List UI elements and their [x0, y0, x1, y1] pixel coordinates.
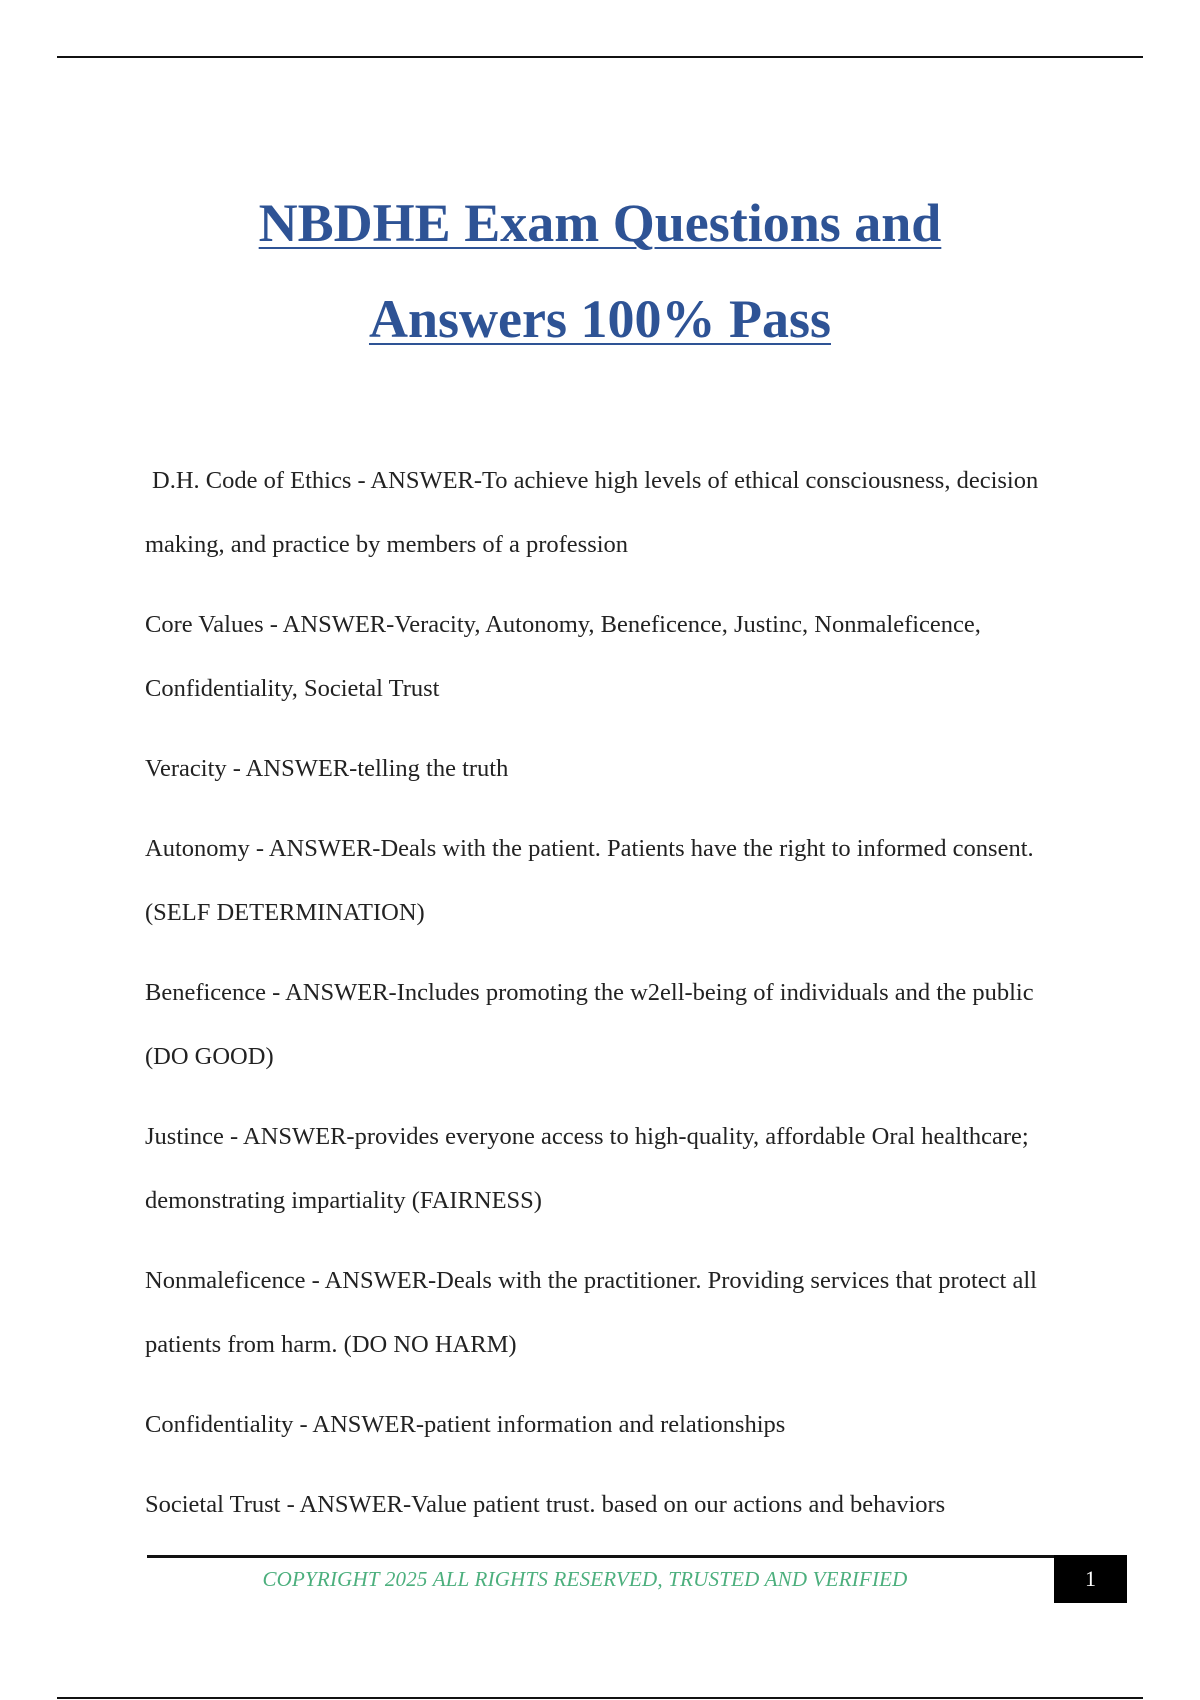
qa-entry-nonmaleficence: Nonmaleficence - ANSWER-Deals with the practitioner. Providing services that protect all patients from harm. (DO NO HARM)	[145, 1267, 1037, 1358]
document-title	[0, 175, 1200, 367]
qa-entry-confidentiality: Confidentiality - ANSWER-patient information and relationships	[145, 1411, 786, 1438]
footer-rule	[147, 1555, 1127, 1558]
bottom-rule	[57, 1697, 1143, 1699]
page-number: 1	[1054, 1555, 1127, 1603]
qa-entry-beneficence: Beneficence - ANSWER-Includes promoting the w2ell-being of individuals and the public (DO GOOD)	[145, 979, 1034, 1070]
footer-copyright: COPYRIGHT 2025 ALL RIGHTS RESERVED, TRUSTED AND VERIFIED	[262, 1567, 908, 1591]
qa-entry-core-values: Core Values - ANSWER-Veracity, Autonomy, Beneficence, Justinc, Nonmaleficence, Confidentiality, Societal Trust	[145, 611, 981, 702]
qa-entry-justince: Justince - ANSWER-provides everyone access to high-quality, affordable Oral healthcare; demonstrating impartiality (FAIRNESS)	[145, 1123, 1029, 1214]
title-line-2: Answers 100% Pass	[368, 289, 831, 349]
qa-entry-veracity: Veracity - ANSWER-telling the truth	[145, 755, 509, 782]
qa-entry-societal-trust: Societal Trust - ANSWER-Value patient trust. based on our actions and behaviors	[145, 1491, 946, 1518]
top-rule	[57, 56, 1143, 58]
qa-entry-code-of-ethics: D.H. Code of Ethics - ANSWER-To achieve high levels of ethical consciousness, decision making, and practice by members of a profession	[145, 467, 1039, 558]
qa-list	[145, 449, 1065, 1553]
title-line-1: NBDHE Exam Questions and	[258, 193, 942, 253]
qa-entry-autonomy: Autonomy - ANSWER-Deals with the patient. Patients have the right to informed consent. (SELF DETERMINATION)	[145, 835, 1034, 926]
